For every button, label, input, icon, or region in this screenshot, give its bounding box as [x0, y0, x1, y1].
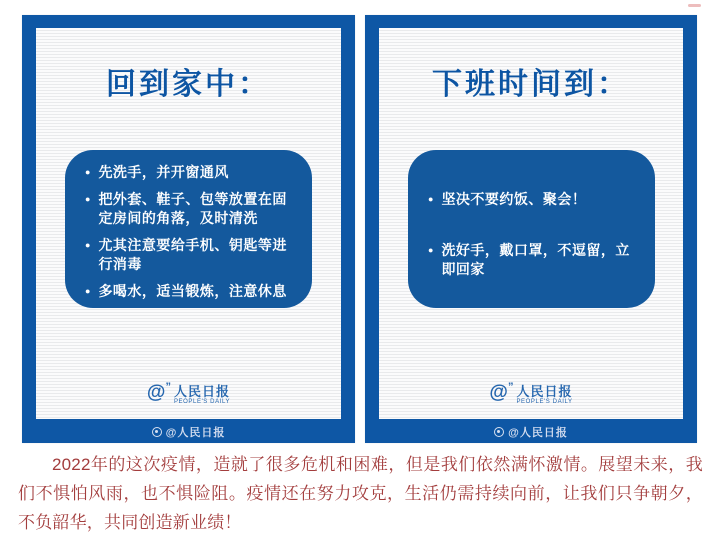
poster-title: 回到家中：	[106, 68, 271, 101]
logo-name-en: PEOPLE'S DAILY	[173, 399, 231, 405]
tip-text: 先洗手，并开窗通风	[98, 164, 229, 180]
poster-paper	[36, 28, 341, 419]
peoples-daily-logo	[379, 383, 683, 406]
tip-text: 把外套、鞋子、包等放置在固定房间的角落，及时清洗	[98, 191, 287, 226]
logo-text	[174, 385, 230, 406]
poster-title: 下班时间到：	[432, 68, 630, 101]
poster-off-work	[365, 15, 697, 443]
list-item	[85, 163, 300, 182]
poster-paper	[379, 28, 683, 419]
watermark-text: @人民日报	[165, 427, 226, 439]
logo-text	[516, 385, 572, 406]
weibo-icon	[494, 427, 504, 437]
tips-panel	[408, 150, 655, 308]
bullet-icon: ●	[428, 245, 434, 255]
weibo-watermark	[22, 425, 355, 439]
at-icon: @	[146, 382, 166, 403]
bullet-icon: ●	[428, 194, 434, 204]
logo-name-cn: 人民日报	[173, 384, 230, 399]
logo-name-en: PEOPLE'S DAILY	[516, 399, 573, 405]
at-icon: @	[489, 382, 508, 403]
caption-paragraph: 2022年的这次疫情，造就了很多危机和困难，但是我们依然满怀激情。展望未来，我们不惧怕风雨，也不惧险阻。疫情还在努力攻克，生活仍需持续向前，让我们只争朝夕，不负韶华，共同创造新业绩！	[18, 455, 703, 532]
weibo-icon	[152, 427, 162, 437]
bullet-icon: ●	[85, 286, 91, 296]
logo-name-cn: 人民日报	[516, 384, 573, 399]
list-item	[85, 190, 300, 228]
list-item	[85, 236, 300, 274]
list-item	[428, 190, 643, 209]
tip-text: 多喝水，适当锻炼，注意休息	[98, 283, 287, 299]
bullet-icon: ●	[85, 167, 91, 177]
poster-back-home	[22, 15, 355, 443]
tip-text: 洗好手，戴口罩，不逗留，立即回家	[441, 242, 630, 277]
tips-panel	[65, 150, 312, 308]
watermark-text: @人民日报	[508, 427, 568, 439]
list-item	[428, 241, 643, 279]
list-item	[85, 282, 300, 301]
bullet-icon: ●	[85, 194, 91, 204]
tip-text: 坚决不要约饭、聚会！	[441, 191, 587, 207]
weibo-watermark	[365, 425, 697, 439]
red-mark	[688, 4, 701, 7]
bullet-icon: ●	[85, 240, 91, 250]
peoples-daily-logo	[36, 383, 341, 406]
tip-text: 尤其注意要给手机、钥匙等进行消毒	[98, 237, 287, 272]
quote-icon: ”	[507, 381, 514, 393]
quote-icon: ”	[165, 381, 171, 393]
